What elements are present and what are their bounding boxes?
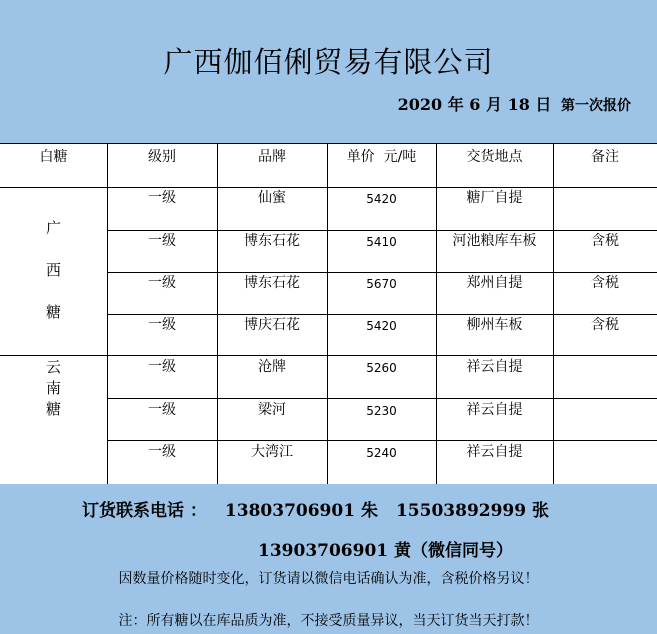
- delivery-cell: 糖厂自提: [466, 190, 523, 206]
- delivery-cell: 郑州自提: [466, 275, 523, 291]
- group-rule: [0, 355, 657, 356]
- delivery-cell: 柳州车板: [466, 317, 523, 333]
- price-cell: 5410: [366, 235, 397, 249]
- contact-phone-2: 15503892999 张: [395, 501, 550, 521]
- grade-cell: 一级: [148, 402, 176, 418]
- delivery-cell: 河池粮库车板: [452, 233, 537, 249]
- header-band: [0, 0, 657, 143]
- price-cell: 5420: [366, 192, 397, 206]
- brand-cell: 梁河: [258, 402, 286, 418]
- grade-cell: 一级: [148, 359, 176, 375]
- grade-cell: 一级: [148, 317, 176, 333]
- grade-cell: 一级: [148, 233, 176, 249]
- price-cell: 5260: [366, 361, 397, 375]
- delivery-cell: 祥云自提: [466, 402, 523, 418]
- quality-note: 注：所有糖以在库品质为准，不接受质量异议，当天订货当天打款！: [118, 613, 539, 629]
- col-header-brand: 品牌: [258, 149, 286, 165]
- row-rule: [107, 314, 657, 315]
- col-header-sugar: 白糖: [39, 149, 68, 165]
- group-label-yunnan: 云 南 糖: [45, 358, 61, 418]
- company-title: 广西伽佰俐贸易有限公司: [163, 45, 494, 79]
- note-cell: 含税: [591, 233, 619, 249]
- row-rule: [107, 272, 657, 273]
- price-table: [0, 143, 657, 484]
- note-cell: 含税: [591, 317, 619, 333]
- grade-cell: 一级: [148, 444, 176, 460]
- row-rule: [107, 440, 657, 441]
- note-cell: 含税: [591, 275, 619, 291]
- price-cell: 5670: [366, 277, 397, 291]
- brand-cell: 仙蜜: [258, 190, 286, 206]
- footer-band: [0, 484, 657, 634]
- row-rule: [107, 230, 657, 231]
- delivery-cell: 祥云自提: [466, 359, 523, 375]
- brand-cell: 大湾江: [251, 444, 293, 460]
- grade-cell: 一级: [148, 190, 176, 206]
- quote-batch: 第一次报价: [561, 98, 631, 114]
- brand-cell: 博东石花: [244, 275, 300, 291]
- header-bottom-rule: [0, 187, 657, 188]
- table-top-rule: [0, 143, 657, 144]
- quote-date-line: [398, 92, 631, 115]
- contact-phone-3: 13903706901 黄（微信同号）: [258, 541, 514, 561]
- price-cell: 5420: [366, 319, 397, 333]
- delivery-cell: 祥云自提: [466, 444, 523, 460]
- brand-cell: 沧牌: [258, 359, 286, 375]
- group-label-guangxi: 广 西 糖: [45, 219, 61, 321]
- col-header-price: 单价 元/吨: [346, 149, 417, 165]
- col-header-note: 备注: [591, 149, 619, 165]
- price-cell: 5240: [366, 446, 397, 460]
- price-change-note: 因数量价格随时变化，订货请以微信电话确认为准，含税价格另议！: [118, 571, 539, 587]
- col-header-delivery: 交货地点: [466, 149, 523, 165]
- contact-label: 订货联系电话 ：: [82, 501, 207, 521]
- grade-cell: 一级: [148, 275, 176, 291]
- contact-line-1: [82, 496, 549, 521]
- brand-cell: 博东石花: [244, 233, 300, 249]
- price-cell: 5230: [366, 404, 397, 418]
- col-rule: [553, 143, 554, 484]
- quote-date: 2020 年 6 月 18 日: [397, 95, 552, 114]
- row-rule: [107, 398, 657, 399]
- contact-phone-1: 13803706901 朱: [224, 501, 378, 521]
- brand-cell: 博庆石花: [244, 317, 300, 333]
- col-header-grade: 级别: [148, 149, 176, 165]
